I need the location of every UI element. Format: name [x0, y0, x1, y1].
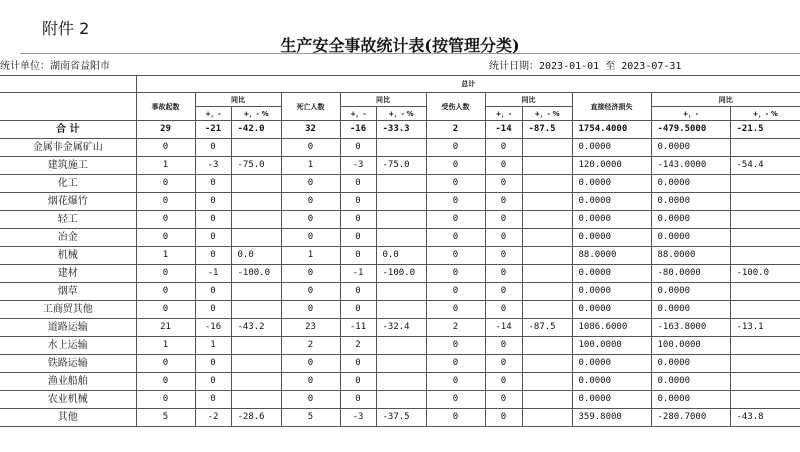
cell-accidents: 0: [136, 283, 195, 301]
cell-injured: 0: [426, 283, 485, 301]
cell-loss-diff: 0.0000: [651, 193, 730, 211]
cell-accidents-pct: -100.0: [231, 265, 281, 283]
cell-accidents-pct: -42.0: [231, 121, 281, 139]
cell-loss-pct: [730, 229, 800, 247]
cell-injured-pct: [522, 301, 572, 319]
cell-loss: 1086.6000: [572, 319, 651, 337]
cell-deaths-diff: -1: [340, 265, 376, 283]
cell-deaths-pct: -37.5: [376, 409, 426, 427]
cell-deaths-diff: 0: [340, 139, 376, 157]
cell-accidents: 0: [136, 229, 195, 247]
cell-accidents-pct: 0.0: [231, 247, 281, 265]
cell-injured-diff: 0: [485, 373, 522, 391]
cell-loss: 0.0000: [572, 139, 651, 157]
cell-injured-diff: 0: [485, 283, 522, 301]
cell-deaths-pct: [376, 373, 426, 391]
cell-accidents-diff: 0: [195, 391, 231, 409]
cell-accidents-diff: -16: [195, 319, 231, 337]
header-injured: 受伤人数: [426, 93, 485, 121]
header-total: 总计: [136, 76, 800, 93]
category-name: 烟花爆竹: [0, 193, 136, 211]
category-name: 水上运输: [0, 337, 136, 355]
cell-deaths-pct: [376, 175, 426, 193]
cell-loss: 0.0000: [572, 355, 651, 373]
cell-accidents-diff: -1: [195, 265, 231, 283]
cell-injured-diff: -14: [485, 121, 522, 139]
cell-deaths-pct: [376, 193, 426, 211]
cell-accidents-diff: -3: [195, 157, 231, 175]
cell-deaths: 5: [281, 409, 340, 427]
category-name: 轻工: [0, 211, 136, 229]
cell-loss-diff: 0.0000: [651, 373, 730, 391]
cell-loss-diff: 88.0000: [651, 247, 730, 265]
header-accidents: 事故起数: [136, 93, 195, 121]
cell-loss-pct: [730, 211, 800, 229]
category-name: 工商贸其他: [0, 301, 136, 319]
sub-diff: +，-: [195, 107, 231, 121]
cell-deaths: 23: [281, 319, 340, 337]
cell-deaths-diff: 0: [340, 391, 376, 409]
cell-loss-pct: [730, 355, 800, 373]
cell-deaths-diff: 0: [340, 373, 376, 391]
cell-accidents: 5: [136, 409, 195, 427]
cell-deaths-diff: -16: [340, 121, 376, 139]
cell-injured: 0: [426, 229, 485, 247]
cell-loss: 0.0000: [572, 211, 651, 229]
cell-injured: 2: [426, 121, 485, 139]
cell-accidents-diff: 0: [195, 229, 231, 247]
cell-loss: 0.0000: [572, 265, 651, 283]
cell-accidents-diff: 0: [195, 373, 231, 391]
cell-loss-pct: [730, 175, 800, 193]
table-row: [0, 193, 800, 211]
cell-injured-diff: 0: [485, 247, 522, 265]
cell-deaths: 1: [281, 157, 340, 175]
category-name: 冶金: [0, 229, 136, 247]
cell-deaths-pct: -32.4: [376, 319, 426, 337]
cell-accidents-diff: 0: [195, 139, 231, 157]
cell-accidents-pct: [231, 175, 281, 193]
cell-injured-diff: 0: [485, 337, 522, 355]
cell-deaths: 2: [281, 337, 340, 355]
cell-injured-pct: -87.5: [522, 319, 572, 337]
cell-loss-pct: [730, 373, 800, 391]
cell-deaths: 0: [281, 283, 340, 301]
cell-deaths-pct: [376, 229, 426, 247]
cell-loss-diff: 0.0000: [651, 283, 730, 301]
cell-loss-diff: 0.0000: [651, 355, 730, 373]
table-row: [0, 175, 800, 193]
cell-injured: 0: [426, 211, 485, 229]
cell-deaths: 0: [281, 265, 340, 283]
cell-injured: 0: [426, 193, 485, 211]
sub-pct: +，- %: [522, 107, 572, 121]
header-blank-name: [0, 93, 136, 121]
cell-loss-pct: -54.4: [730, 157, 800, 175]
cell-injured-pct: [522, 211, 572, 229]
cell-accidents-diff: 0: [195, 211, 231, 229]
cell-injured: 0: [426, 355, 485, 373]
table-row: [0, 319, 800, 337]
cell-loss-pct: [730, 193, 800, 211]
cell-injured: 0: [426, 337, 485, 355]
cell-loss-diff: 100.0000: [651, 337, 730, 355]
cell-injured: 0: [426, 139, 485, 157]
sub-pct: +，- %: [231, 107, 281, 121]
cell-injured-diff: 0: [485, 301, 522, 319]
cell-injured: 0: [426, 265, 485, 283]
cell-injured-diff: 0: [485, 175, 522, 193]
cell-accidents-diff: 0: [195, 283, 231, 301]
cell-accidents-pct: [231, 139, 281, 157]
cell-injured-diff: 0: [485, 391, 522, 409]
statistics-unit: 统计单位：湖南省益阳市: [0, 61, 110, 72]
cell-injured-pct: [522, 247, 572, 265]
header-accidents-yoy: 同比: [195, 93, 281, 107]
cell-accidents: 0: [136, 139, 195, 157]
cell-injured-pct: [522, 175, 572, 193]
cell-deaths: 0: [281, 373, 340, 391]
category-name: 合 计: [0, 121, 136, 139]
cell-loss: 0.0000: [572, 391, 651, 409]
cell-accidents-pct: [231, 355, 281, 373]
title-divider: [20, 53, 800, 54]
cell-accidents-diff: 0: [195, 301, 231, 319]
cell-deaths-diff: 0: [340, 211, 376, 229]
cell-loss-diff: 0.0000: [651, 139, 730, 157]
cell-accidents-pct: [231, 373, 281, 391]
cell-deaths: 0: [281, 193, 340, 211]
category-name: 铁路运输: [0, 355, 136, 373]
header-injured-yoy: 同比: [485, 93, 572, 107]
cell-accidents-diff: 0: [195, 193, 231, 211]
cell-injured: 0: [426, 391, 485, 409]
cell-deaths-pct: [376, 139, 426, 157]
cell-loss-pct: [730, 337, 800, 355]
cell-injured-pct: [522, 355, 572, 373]
cell-deaths-pct: -75.0: [376, 157, 426, 175]
cell-loss: 0.0000: [572, 283, 651, 301]
cell-loss-pct: [730, 391, 800, 409]
cell-loss-pct: [730, 301, 800, 319]
header-deaths-yoy: 同比: [340, 93, 426, 107]
sub-pct: +，- %: [730, 107, 800, 121]
cell-loss: 100.0000: [572, 337, 651, 355]
cell-loss-diff: -479.5000: [651, 121, 730, 139]
sub-pct: +，- %: [376, 107, 426, 121]
cell-accidents-pct: -75.0: [231, 157, 281, 175]
table-row: [0, 283, 800, 301]
cell-injured-diff: 0: [485, 139, 522, 157]
cell-loss-diff: -163.8000: [651, 319, 730, 337]
cell-accidents: 0: [136, 373, 195, 391]
cell-loss-pct: -43.8: [730, 409, 800, 427]
cell-injured-diff: -14: [485, 319, 522, 337]
cell-accidents-pct: [231, 337, 281, 355]
cell-injured-diff: 0: [485, 265, 522, 283]
cell-accidents-pct: [231, 193, 281, 211]
statistics-date: 统计日期：2023-01-01 至 2023-07-31: [489, 61, 682, 72]
cell-accidents: 0: [136, 355, 195, 373]
cell-loss-pct: [730, 283, 800, 301]
cell-injured-diff: 0: [485, 355, 522, 373]
cell-deaths-pct: [376, 391, 426, 409]
cell-loss-diff: -80.0000: [651, 265, 730, 283]
sub-diff: +，-: [651, 107, 730, 121]
cell-deaths-diff: 0: [340, 193, 376, 211]
cell-accidents: 0: [136, 391, 195, 409]
cell-loss-pct: -13.1: [730, 319, 800, 337]
category-name: 其他: [0, 409, 136, 427]
header-deaths: 死亡人数: [281, 93, 340, 121]
statistics-table: [0, 75, 800, 427]
cell-deaths-diff: -3: [340, 409, 376, 427]
table-row: [0, 301, 800, 319]
cell-deaths-diff: 0: [340, 301, 376, 319]
sub-diff: +，-: [340, 107, 376, 121]
category-name: 建筑施工: [0, 157, 136, 175]
category-name: 渔业船舶: [0, 373, 136, 391]
cell-deaths-pct: -100.0: [376, 265, 426, 283]
cell-accidents: 1: [136, 247, 195, 265]
cell-accidents-diff: -2: [195, 409, 231, 427]
cell-deaths: 0: [281, 301, 340, 319]
table-row: [0, 409, 800, 427]
cell-accidents-pct: [231, 301, 281, 319]
cell-injured: 0: [426, 157, 485, 175]
table-row: [0, 373, 800, 391]
cell-injured-pct: [522, 409, 572, 427]
cell-injured-pct: [522, 229, 572, 247]
cell-deaths-pct: [376, 337, 426, 355]
cell-loss: 0.0000: [572, 373, 651, 391]
table-row: [0, 157, 800, 175]
cell-loss-diff: 0.0000: [651, 229, 730, 247]
table-row: [0, 337, 800, 355]
cell-deaths: 0: [281, 139, 340, 157]
cell-injured-pct: [522, 337, 572, 355]
cell-injured-pct: [522, 157, 572, 175]
cell-accidents: 1: [136, 337, 195, 355]
cell-accidents-pct: -43.2: [231, 319, 281, 337]
cell-loss-diff: 0.0000: [651, 391, 730, 409]
category-name: 烟草: [0, 283, 136, 301]
cell-loss: 0.0000: [572, 301, 651, 319]
cell-loss: 1754.4000: [572, 121, 651, 139]
cell-accidents-pct: -28.6: [231, 409, 281, 427]
cell-injured-pct: [522, 265, 572, 283]
table-row: [0, 265, 800, 283]
cell-accidents: 21: [136, 319, 195, 337]
cell-injured-pct: [522, 283, 572, 301]
cell-injured: 0: [426, 247, 485, 265]
category-name: 化工: [0, 175, 136, 193]
cell-accidents-diff: 0: [195, 355, 231, 373]
cell-loss: 0.0000: [572, 229, 651, 247]
cell-accidents-pct: [231, 211, 281, 229]
cell-injured-diff: 0: [485, 229, 522, 247]
table-row: [0, 391, 800, 409]
sub-diff: +，-: [485, 107, 522, 121]
cell-accidents-pct: [231, 283, 281, 301]
cell-injured-diff: 0: [485, 157, 522, 175]
cell-injured-pct: [522, 391, 572, 409]
cell-accidents-diff: -21: [195, 121, 231, 139]
header-row-total: [0, 76, 800, 93]
category-name: 农业机械: [0, 391, 136, 409]
cell-deaths-diff: 0: [340, 283, 376, 301]
cell-injured-diff: 0: [485, 409, 522, 427]
cell-deaths-pct: 0.0: [376, 247, 426, 265]
cell-deaths-diff: 0: [340, 175, 376, 193]
cell-deaths-diff: -11: [340, 319, 376, 337]
cell-deaths-pct: [376, 301, 426, 319]
cell-deaths-diff: 2: [340, 337, 376, 355]
cell-accidents: 0: [136, 301, 195, 319]
table-total-row: [0, 121, 800, 139]
cell-deaths-diff: -3: [340, 157, 376, 175]
cell-accidents: 0: [136, 265, 195, 283]
cell-accidents-pct: [231, 391, 281, 409]
table-row: [0, 211, 800, 229]
header-row-groups: [0, 93, 800, 107]
table-row: [0, 229, 800, 247]
cell-injured-diff: 0: [485, 193, 522, 211]
cell-accidents-diff: 1: [195, 337, 231, 355]
cell-loss: 120.0000: [572, 157, 651, 175]
cell-injured-pct: [522, 373, 572, 391]
table-row: [0, 355, 800, 373]
attachment-label: 附件 2: [42, 19, 90, 38]
category-name: 金属非金属矿山: [0, 139, 136, 157]
cell-loss: 359.8000: [572, 409, 651, 427]
report-title: 生产安全事故统计表(按管理分类): [280, 36, 520, 55]
cell-loss-pct: [730, 139, 800, 157]
cell-accidents: 0: [136, 193, 195, 211]
cell-accidents-diff: 0: [195, 247, 231, 265]
cell-injured-diff: 0: [485, 211, 522, 229]
header-loss-yoy: 同比: [651, 93, 800, 107]
cell-injured: 0: [426, 301, 485, 319]
cell-deaths-diff: 0: [340, 247, 376, 265]
cell-loss-diff: 0.0000: [651, 211, 730, 229]
cell-loss-pct: -100.0: [730, 265, 800, 283]
table-row: [0, 139, 800, 157]
category-name: 建材: [0, 265, 136, 283]
cell-loss: 0.0000: [572, 175, 651, 193]
table-row: [0, 247, 800, 265]
cell-accidents: 1: [136, 157, 195, 175]
cell-accidents-diff: 0: [195, 175, 231, 193]
cell-loss-pct: [730, 247, 800, 265]
cell-deaths: 0: [281, 355, 340, 373]
header-loss: 直接经济损失: [572, 93, 651, 121]
cell-deaths-pct: [376, 211, 426, 229]
cell-injured-pct: [522, 139, 572, 157]
cell-deaths: 0: [281, 175, 340, 193]
cell-loss-diff: 0.0000: [651, 175, 730, 193]
cell-injured: 0: [426, 175, 485, 193]
cell-accidents: 0: [136, 211, 195, 229]
cell-deaths: 32: [281, 121, 340, 139]
cell-loss: 0.0000: [572, 193, 651, 211]
cell-deaths: 0: [281, 229, 340, 247]
header-blank: [0, 76, 136, 93]
cell-deaths: 1: [281, 247, 340, 265]
cell-deaths: 0: [281, 391, 340, 409]
cell-accidents-pct: [231, 229, 281, 247]
cell-loss-diff: 0.0000: [651, 301, 730, 319]
cell-injured: 2: [426, 319, 485, 337]
cell-injured: 0: [426, 409, 485, 427]
cell-loss: 88.0000: [572, 247, 651, 265]
cell-loss-diff: -143.0000: [651, 157, 730, 175]
cell-loss-diff: -280.7000: [651, 409, 730, 427]
cell-loss-pct: -21.5: [730, 121, 800, 139]
cell-injured: 0: [426, 373, 485, 391]
cell-deaths-pct: [376, 355, 426, 373]
cell-deaths-pct: -33.3: [376, 121, 426, 139]
cell-deaths: 0: [281, 211, 340, 229]
category-name: 机械: [0, 247, 136, 265]
cell-injured-pct: [522, 193, 572, 211]
cell-accidents: 29: [136, 121, 195, 139]
category-name: 道路运输: [0, 319, 136, 337]
cell-deaths-pct: [376, 283, 426, 301]
cell-injured-pct: -87.5: [522, 121, 572, 139]
cell-deaths-diff: 0: [340, 229, 376, 247]
cell-accidents: 0: [136, 175, 195, 193]
cell-deaths-diff: 0: [340, 355, 376, 373]
